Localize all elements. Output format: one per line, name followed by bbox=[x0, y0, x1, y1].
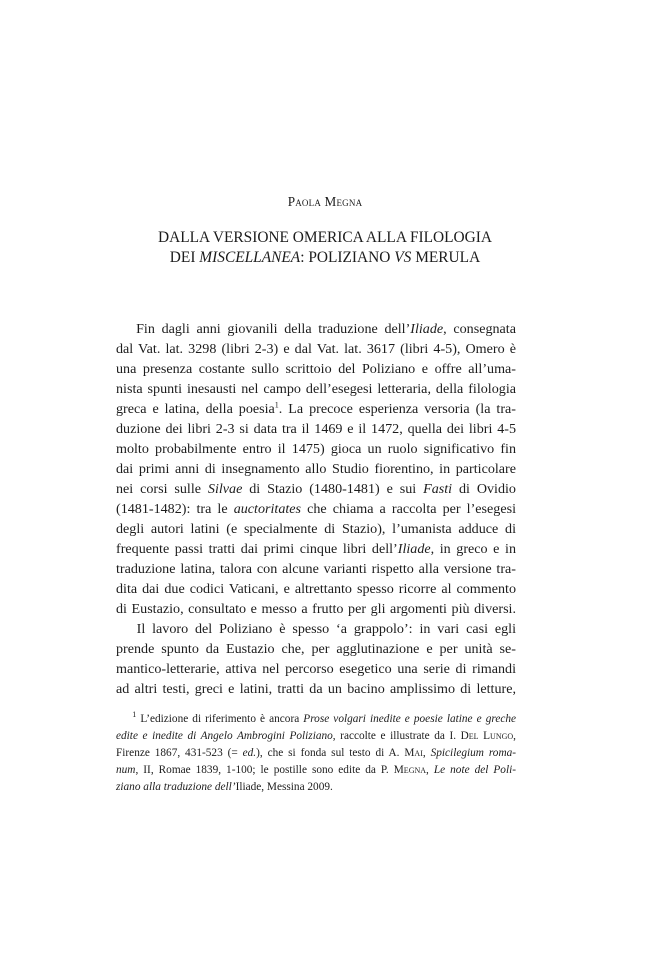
footnote-line: ziano alla traduzione dell’Iliade, Messina 2009. bbox=[116, 781, 333, 793]
body-line: greca e latina, della poesia$^1$. La precoce esperienza versoria (la tra- bbox=[116, 400, 516, 417]
footnote bbox=[116, 711, 516, 796]
body-line: prende spunto da Eustazio che, per agglutinazione e per unità se- bbox=[116, 641, 516, 657]
title-line-1: DALLA VERSIONE OMERICA ALLA FILOLOGIA bbox=[157, 229, 493, 246]
body-line: dai primi anni di insegnamento allo Studio fiorentino, in particolare bbox=[116, 461, 516, 477]
body-line: Il lavoro del Poliziano è spesso ‘a grappolo’: in vari casi egli bbox=[136, 621, 516, 637]
body-line: di Eustazio, consultato e messo a frutto per gli argomenti più diversi. bbox=[116, 601, 516, 617]
article-title bbox=[0, 228, 650, 268]
body-line: (1481-1482): tra le auctoritates che chiama a raccolta per l’esegesi bbox=[116, 501, 516, 517]
body-line: degli autori latini (e specialmente di Stazio), l’umanista adduce di bbox=[116, 521, 516, 537]
body-line: nista spunti inesausti nel campo dell’esegesi letteraria, della filologia bbox=[116, 381, 516, 397]
footnote-line: Firenze 1867, 431-523 (= ed.), che si fonda sul testo di A. Mai, Spicilegium roma- bbox=[116, 747, 517, 759]
body-line: Fin dagli anni giovanili della traduzione dell’Iliade, consegnata bbox=[136, 321, 516, 337]
body-line: dal Vat. lat. 3298 (libri 2-3) e dal Vat. lat. 3617 (libri 4-5), Omero è bbox=[116, 341, 516, 357]
body-line: traduzione latina, talora con alcune varianti rispetto alla versione tra- bbox=[116, 561, 516, 577]
footnote-number: 1 bbox=[132, 710, 137, 720]
footnote-ref[interactable]: 1 bbox=[274, 400, 279, 410]
body-text bbox=[116, 319, 516, 699]
author-name: Paola Megna bbox=[287, 194, 363, 209]
footnote-line: $^1$ L’edizione di riferimento è ancora Prose volgari inedite e poesie latine e greche bbox=[132, 710, 517, 725]
body-line: duzione dei libri 2-3 si data tra il 1469 e il 1472, quella dei libri 4-5 bbox=[116, 421, 516, 437]
title-line-2: DEI MISCELLANEA: POLIZIANO VS MERULA bbox=[169, 249, 481, 266]
footnote-line: num, II, Romae 1839, 1-100; le postille sono edite da P. Megna, Le note del Poli- bbox=[116, 764, 516, 776]
body-line: mantico-letterarie, attiva nel percorso esegetico una serie di rimandi bbox=[116, 661, 516, 677]
footnote-line: edite e inedite di Angelo Ambrogini Poliziano, raccolte e illustrate da I. Del Lungo, bbox=[116, 730, 516, 742]
body-line: una presenza costante sullo scrittoio del Poliziano e offre all’uma- bbox=[116, 361, 516, 377]
body-line: ad altri testi, greci e latini, tratti da un bacino amplissimo di letture, bbox=[116, 681, 516, 697]
body-line: frequente passi tratti dai primi cinque libri dell’Iliade, in greco e in bbox=[116, 541, 516, 557]
body-line: nei corsi sulle Silvae di Stazio (1480-1481) e sui Fasti di Ovidio bbox=[116, 481, 516, 497]
body-line: molto probabilmente entro il 1475) gioca un ruolo significativo fin bbox=[116, 441, 516, 457]
body-line: dita dai due codici Vaticani, e altrettanto spesso ricorre al commento bbox=[116, 581, 516, 597]
